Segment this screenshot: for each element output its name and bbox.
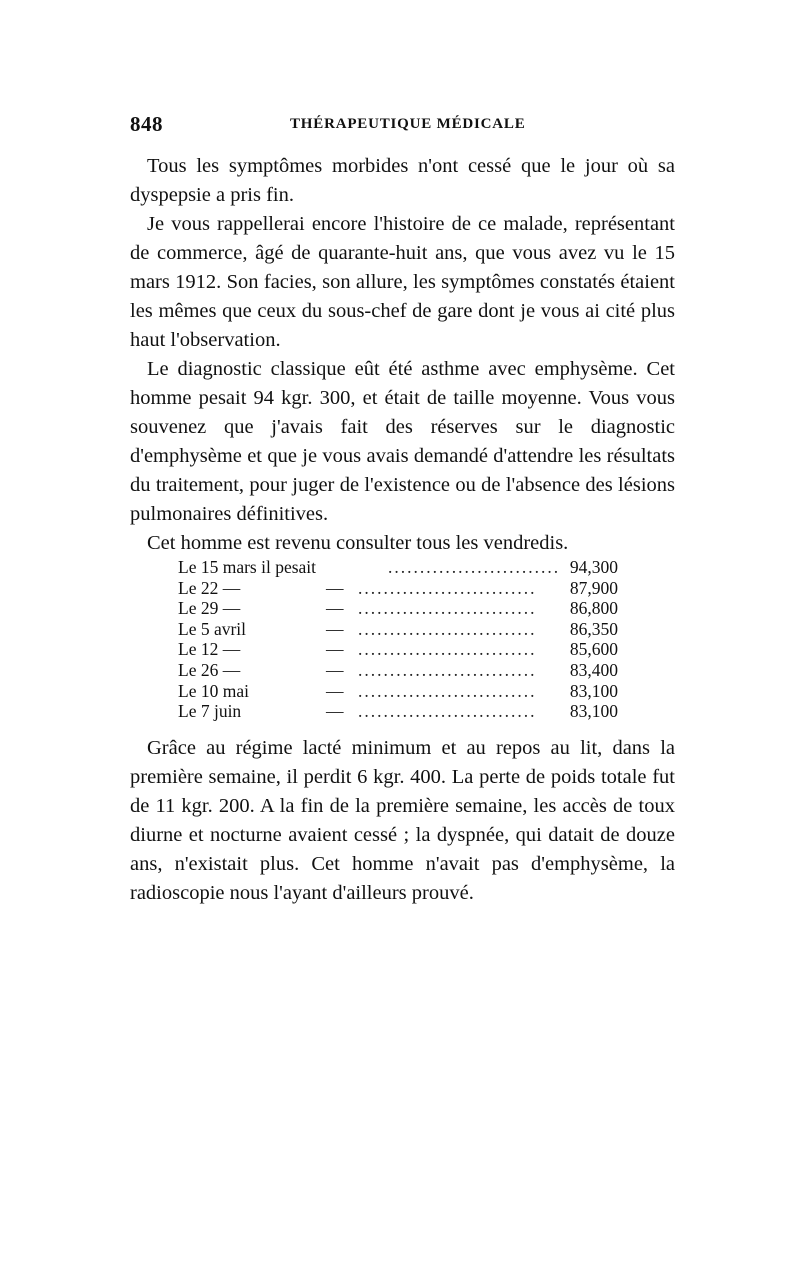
weight-row — [178, 639, 618, 660]
dot-leader: ............................ — [358, 577, 537, 598]
body-text-top — [130, 152, 675, 558]
ditto-dash: — — [326, 618, 344, 639]
ditto-dash: — — [326, 577, 344, 598]
weight-value: 83,400 — [566, 660, 618, 681]
dot-leader: ............................ — [358, 659, 537, 680]
page-header — [130, 112, 675, 142]
weight-date: Le 5 avril — [178, 618, 247, 639]
body-text-bottom — [130, 734, 675, 908]
paragraph: Je vous rappellerai encore l'histoire de ce malade, représentant de commerce, âgé de quarante-huit ans, que vous avez vu le 15 mars 1912. Son facies, son allure, les symptômes constatés étaient les mêmes que ceux du sous-chef de gare dont je vous ai cité plus haut l'observation. — [130, 213, 675, 351]
weight-value: 94,300 — [566, 557, 618, 578]
weight-date: Le 26 — — [178, 659, 241, 680]
weight-date: Le 29 — — [178, 598, 241, 619]
weight-value: 86,800 — [566, 598, 618, 619]
dot-leader: ............................ — [358, 598, 537, 619]
weight-date: Le 12 — — [178, 639, 241, 660]
ditto-dash: — — [326, 639, 344, 660]
dot-leader: ............................ — [358, 639, 537, 660]
ditto-dash: — — [326, 659, 344, 680]
weight-row — [178, 660, 618, 681]
weight-value: 87,900 — [566, 578, 618, 599]
weight-row — [178, 598, 618, 619]
running-title: THÉRAPEUTIQUE MÉDICALE — [290, 116, 526, 132]
weight-value: 83,100 — [566, 681, 618, 702]
weight-row — [178, 557, 618, 578]
weight-value: 85,600 — [566, 639, 618, 660]
weight-value: 86,350 — [566, 619, 618, 640]
weight-value: 83,100 — [566, 701, 618, 722]
weight-date: Le 10 mai — [178, 680, 249, 701]
weight-row — [178, 701, 618, 722]
dot-leader: ............................ — [358, 618, 537, 639]
ditto-dash: — — [326, 598, 344, 619]
paragraph: Le diagnostic classique eût été asthme avec emphysème. Cet homme pesait 94 kgr. 300, et était de taille moyenne. Vous vous souvenez que j'avais fait des réserves sur le diagnostic d'emphysème et que je vous avais demandé d'attendre les résultats du traitement, pour juger de l'existence ou de l'absence des lésions pulmonaires définitives. — [130, 358, 675, 525]
page-number: 848 — [130, 112, 163, 136]
paragraph: Grâce au régime lacté minimum et au repos au lit, dans la première semaine, il perdit 6 kgr. 400. La perte de poids totale fut de 11 kgr. 200. A la fin de la première semaine, les accès de toux diurne et nocturne avaient cessé ; la dyspnée, qui datait de douze ans, n'existait plus. Cet homme n'avait pas d'emphysème, la radioscopie nous l'ayant d'ailleurs prouvé. — [130, 737, 675, 904]
weight-row — [178, 578, 618, 599]
paragraph: Tous les symptômes morbides n'ont cessé que le jour où sa dyspepsie a pris fin. — [130, 155, 675, 206]
weight-table — [178, 557, 618, 722]
weight-date: Le 7 juin — [178, 701, 242, 722]
weight-date: Le 22 — — [178, 577, 241, 598]
dot-leader: ............................ — [358, 701, 537, 722]
weight-row — [178, 619, 618, 640]
weight-date: Le 15 mars il pesait — [178, 557, 317, 577]
dot-leader: ........................... — [388, 557, 561, 577]
dot-leader: ............................ — [358, 680, 537, 701]
ditto-dash: — — [326, 680, 344, 701]
ditto-dash: — — [326, 701, 344, 722]
weight-row — [178, 681, 618, 702]
paragraph: Cet homme est revenu consulter tous les vendredis. — [147, 532, 569, 554]
